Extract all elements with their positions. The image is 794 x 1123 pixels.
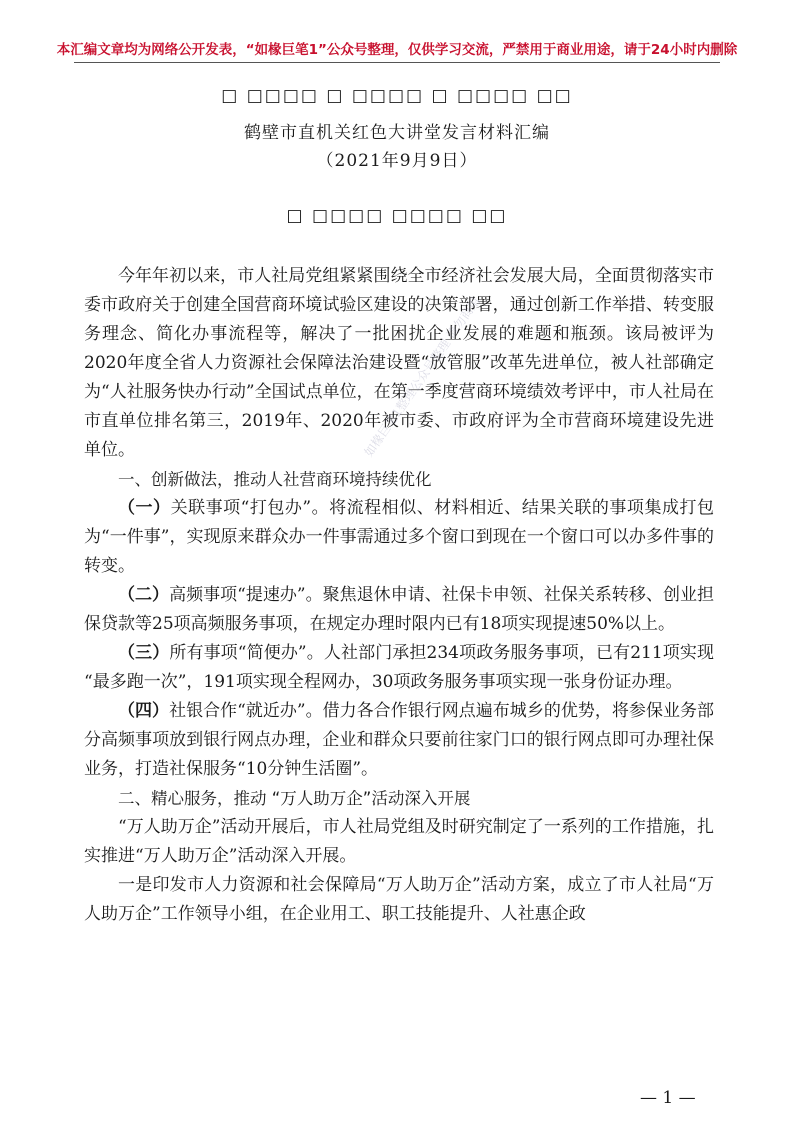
intro-paragraph: 今年年初以来，市人社局党组紧紧围绕全市经济社会发展大局，全面贯彻落实市委市政府关于创建全国营商环境试验区建设的决策部署，通过创新工作举措、转变服务理念、简化办事流程等，解决了一批困扰企业发展的难题和瓶颈。该局被评为2020年度全省人力资源社会保障法治建设暨“放管服”改革先进单位，被人社部确定为“人社服务快办行动”全国试点单位，在第一季度营商环境绩效考评中，市人社局在市直单位排名第三，2019年、2020年被市委、市政府评为全市营商环境建设先进单位。 [84,266,714,460]
page-number: — 1 — [640,1088,696,1108]
document-date: （2021年9月9日） [316,151,478,171]
item-text: 所有事项“简便办”。人社部门承担234项政务服务事项，已有211项实现 “最多跑一次”，191项实现全程网办，30项政务服务事项实现一张身份证办理。 [84,643,715,692]
item-text: 高频事项“提速办”。聚焦退休申请、社保卡申领、社保关系转移、创业担保贷款等25项高频服务事项，在规定办理时限内已有18项实现提速50%以上。 [84,585,715,634]
section1-item-4 [84,697,714,784]
item-lead: （一） [118,498,171,518]
author-boxes-row: □ □□□□ □□□□ □□ [286,206,508,226]
section1-item-1 [84,494,714,581]
article-body [84,262,714,929]
item-lead: （二） [118,585,170,605]
watermark-text: 如椽巨笔1整理公众号整理 请勿商用 [361,294,483,460]
section-heading-1: 一、创新做法，推动人社营商环境持续优化 [118,470,432,489]
section1-item-3 [84,639,714,697]
item-lead: （四） [118,701,170,721]
section2-paragraph-1: “万人助万企”活动开展后，市人社局党组及时研究制定了一系列的工作措施，扎实推进“万人助万企”活动深入开展。 [84,817,714,866]
document-title: 鹤壁市直机关红色大讲堂发言材料汇编 [244,123,550,143]
item-text: 社银合作“就近办”。借力各合作银行网点遍布城乡的优势，将参保业务部分高频事项放到银行网点办理，企业和群众只要前往家门口的银行网点即可办理社保业务，打造社保服务“10分钟生活圈”。 [84,701,715,779]
copyright-banner: 本汇编文章均为网络公开发表，“如椽巨笔1”公众号整理，仅供学习交流，严禁用于商业用途，请于24小时内删除 [56,42,738,58]
header-boxes-row: □ □□□□ □ □□□□ □ □□□□ □□ [221,86,573,106]
item-lead: （三） [118,643,170,663]
banner-divider [74,62,720,63]
section2-paragraph-2: 一是印发市人力资源和社会保障局“万人助万企”活动方案，成立了市人社局“万人助万企”工作领导小组，在企业用工、职工技能提升、人社惠企政 [84,875,714,924]
item-text: 关联事项“打包办”。将流程相似、材料相近、结果关联的事项集成打包为“一件事”，实现原来群众办一件事需通过多个窗口到现在一个窗口可以办多件事的转变。 [84,498,714,576]
section1-item-2 [84,581,714,639]
section-heading-2: 二、精心服务，推动 “万人助万企”活动深入开展 [118,789,471,808]
